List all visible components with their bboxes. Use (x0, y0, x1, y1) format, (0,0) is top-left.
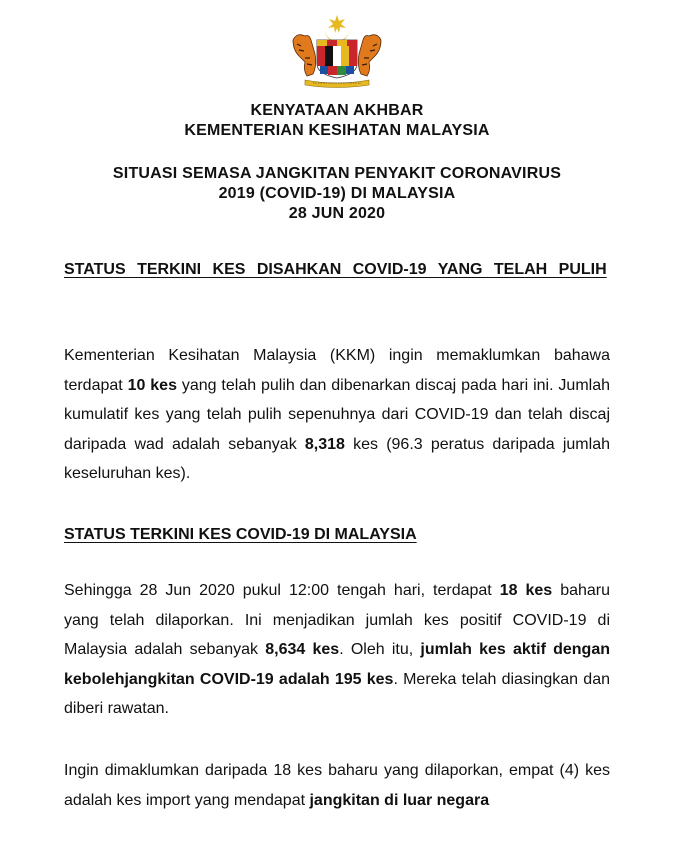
title-date: 28 JUN 2020 (288, 205, 386, 222)
bold-run: jangkitan di luar negara (309, 791, 490, 809)
text-run: Ingin dimaklumkan daripada 18 kes baharu yang dilaporkan, empat (4) kes adalah kes import yang mendapat (64, 762, 610, 809)
header-line-2: KEMENTERIAN KESIHATAN MALAYSIA (184, 122, 490, 139)
text-run: . Oleh itu, (339, 641, 421, 658)
bold-run: 18 kes (499, 582, 553, 599)
paragraph-recovered (64, 341, 610, 489)
press-release-header (40, 101, 634, 141)
section-title-recovered: STATUS TERKINI KES DISAHKAN COVID-19 YANG TELAH PULIH (64, 261, 607, 278)
header-line-1: KENYATAAN AKHBAR (250, 102, 424, 119)
title-line-2: 2019 (COVID-19) DI MALAYSIA (218, 185, 456, 202)
text-run: baharu yang telah dilaporkan. Ini menjadikan jumlah kes positif COVID-19 di Malaysia adalah sebanyak (64, 582, 611, 658)
text-run: . Mereka telah diasingkan dan diberi rawatan. (64, 670, 610, 717)
paragraph-import-cases (64, 756, 610, 815)
bold-run: jumlah kes aktif dengan kebolehjangkitan COVID-19 adalah 195 kes (64, 641, 611, 688)
section-title-status: STATUS TERKINI KES COVID-19 DI MALAYSIA (64, 526, 417, 543)
document-title (40, 164, 634, 224)
text-run: kes (96.3 peratus daripada jumlah keseluruhan kes). (64, 435, 610, 482)
bold-run: 8,318 (304, 435, 345, 453)
paragraph-status (64, 576, 610, 724)
text-run: Sehingga 28 Jun 2020 pukul 12:00 tengah hari, terdapat (64, 582, 500, 599)
title-line-1: SITUASI SEMASA JANGKITAN PENYAKIT CORONAVIRUS (112, 165, 562, 182)
text-run: yang telah pulih dan dibenarkan discaj pada hari ini. Jumlah kumulatif kes yang telah pulih sepenuhnya dari COVID-19 dan telah discaj daripada wad adalah sebanyak (64, 376, 611, 453)
text-run: Kementerian Kesihatan Malaysia (KKM) ingin memaklumkan bahawa terdapat (64, 347, 610, 394)
bold-run: 10 kes (127, 376, 177, 394)
coat-of-arms-icon (287, 14, 387, 88)
bold-run: 8,634 kes (265, 641, 340, 658)
